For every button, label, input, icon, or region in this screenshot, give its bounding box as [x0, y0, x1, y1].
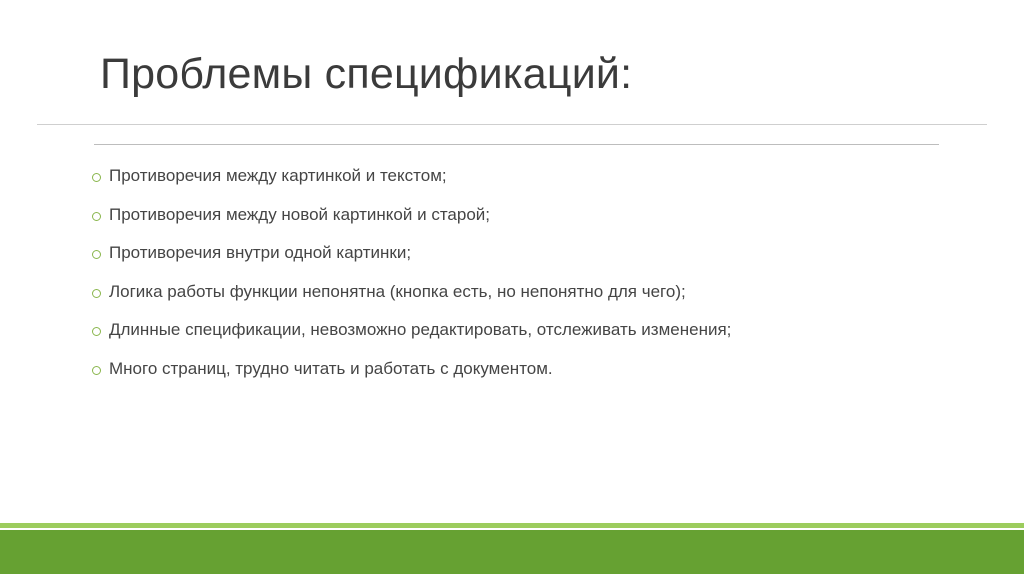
bullet-item — [92, 234, 731, 273]
bullet-text: Противоречия внутри одной картинки; — [109, 243, 412, 263]
bullet-text: Противоречия между новой картинкой и старой; — [109, 204, 490, 224]
bullet-list — [92, 157, 731, 388]
circle-bullet-icon — [92, 327, 101, 336]
bullet-text: Логика работы функции непонятна (кнопка есть, но непонятно для чего); — [109, 281, 686, 301]
circle-bullet-icon — [92, 173, 101, 182]
bullet-item — [92, 350, 731, 389]
bullet-text: Много страниц, трудно читать и работать с документом. — [109, 358, 553, 378]
bullet-item — [92, 157, 731, 196]
footer-bar — [0, 530, 1024, 574]
footer-accent-stripe — [0, 523, 1024, 528]
circle-bullet-icon — [92, 212, 101, 221]
bullet-item — [92, 311, 731, 350]
circle-bullet-icon — [92, 366, 101, 375]
circle-bullet-icon — [92, 289, 101, 298]
title-divider-long — [37, 124, 987, 125]
circle-bullet-icon — [92, 250, 101, 259]
bullet-text: Противоречия между картинкой и текстом; — [109, 166, 447, 186]
slide-title: Проблемы спецификаций: — [100, 50, 633, 98]
bullet-item — [92, 273, 731, 312]
title-divider-short — [94, 144, 939, 145]
bullet-text: Длинные спецификации, невозможно редактировать, отслеживать изменения; — [109, 320, 732, 340]
bullet-item — [92, 196, 731, 235]
